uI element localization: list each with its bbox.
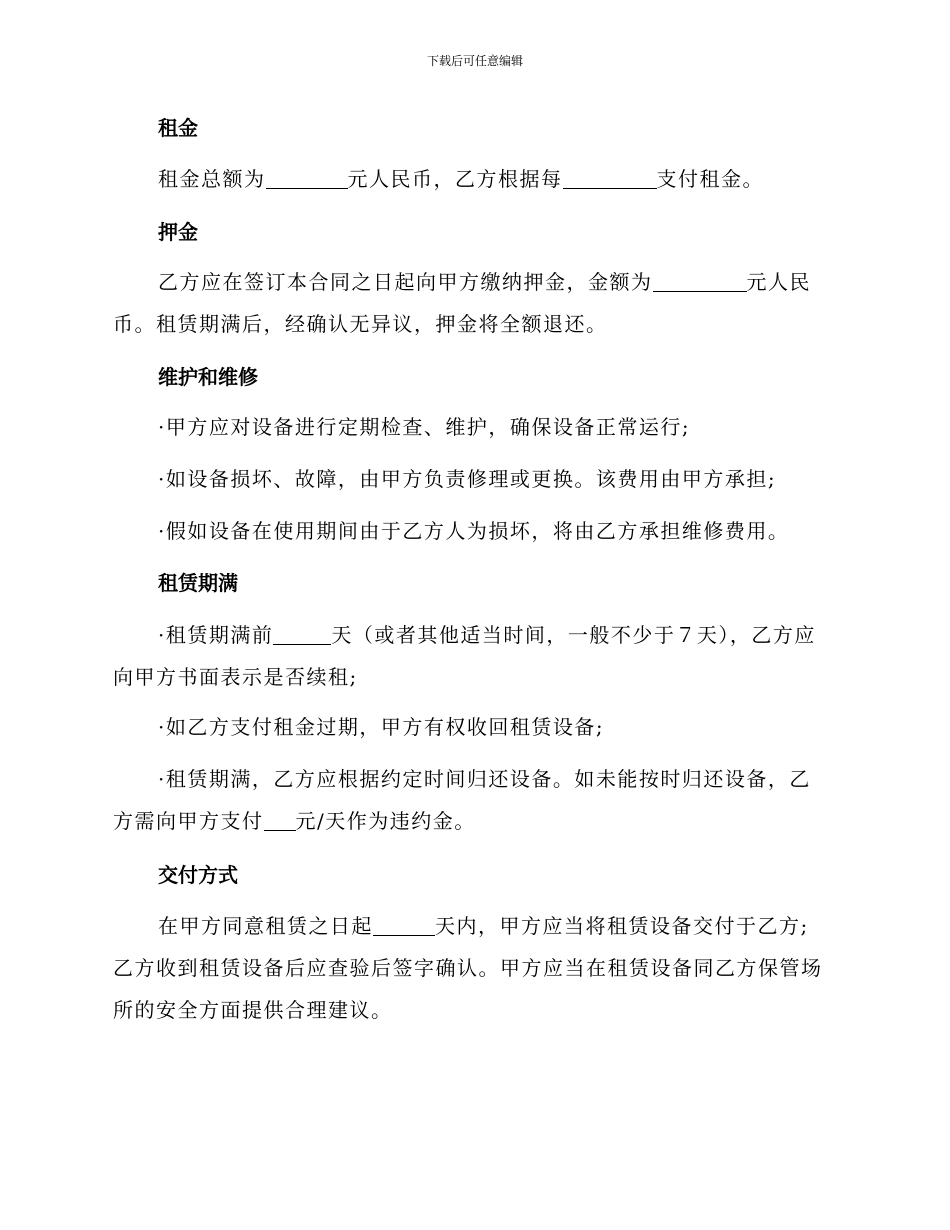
page-header: 下载后可任意编辑	[426, 54, 523, 68]
list-item: ·甲方应对设备进行定期检查、维护，确保设备正常运行;	[158, 415, 691, 439]
paragraph-delivery	[113, 905, 833, 1031]
fill-blank-total-rent	[266, 168, 348, 189]
paragraph-deposit	[113, 261, 833, 345]
fill-blank-penalty	[264, 810, 296, 831]
list-item: ·假如设备在使用期间由于乙方人为损坏，将由乙方承担维修费用。	[158, 519, 790, 543]
paragraph-rent	[113, 158, 833, 200]
text-segment: 租金总额为	[158, 167, 266, 191]
list-maintenance	[113, 510, 833, 552]
text-segment: 支付租金。	[656, 167, 764, 191]
text-line: ·租赁期满，乙方应根据约定时间归还设备。如未能按时归还设备，乙	[158, 767, 811, 791]
text-segment: 乙方应在签订本合同之日起向甲方缴纳押金，金额为	[158, 270, 653, 294]
heading-delivery: 交付方式	[158, 863, 238, 887]
fill-blank-deposit-amount	[653, 271, 747, 292]
fill-blank-payment-period	[563, 168, 657, 189]
text-line: 乙方收到租赁设备后应查验后签字确认。甲方应当在租赁设备同乙方保管场	[113, 956, 823, 980]
heading-maintenance: 维护和维修	[158, 365, 258, 389]
heading-expiry: 租赁期满	[158, 571, 238, 595]
text-line: 所的安全方面提供合理建议。	[113, 998, 393, 1022]
list-item: ·如设备损坏、故障，由甲方负责修理或更换。该费用由甲方承担;	[158, 467, 777, 491]
text-segment: 在甲方同意租赁之日起	[158, 914, 373, 938]
list-item	[113, 614, 833, 698]
text-line: ·如乙方支付租金过期，甲方有权收回租赁设备;	[158, 715, 605, 739]
text-segment: 天内，甲方应当将租赁设备交付于乙方;	[435, 914, 809, 938]
text-segment: 天（或者其他适当时间，一般不少于７天），乙方应	[331, 623, 816, 647]
text-line: 币。租赁期满后，经确认无异议，押金将全额退还。	[113, 312, 608, 336]
list-maintenance	[113, 406, 833, 448]
text-segment: 元/天作为违约金。	[295, 809, 476, 833]
text-segment: 元人民	[746, 270, 811, 294]
text-segment: ·租赁期满前	[158, 623, 274, 647]
fill-blank-notice-days	[273, 624, 331, 645]
text-line: 向甲方书面表示是否续租;	[113, 665, 358, 689]
fill-blank-delivery-days	[373, 915, 435, 936]
list-maintenance	[113, 458, 833, 500]
text-segment: 方需向甲方支付	[113, 809, 264, 833]
text-segment: 元人民币，乙方根据每	[347, 167, 563, 191]
heading-deposit: 押金	[158, 220, 198, 244]
heading-rent: 租金	[158, 116, 198, 140]
list-item	[113, 706, 833, 748]
list-item	[113, 758, 833, 842]
